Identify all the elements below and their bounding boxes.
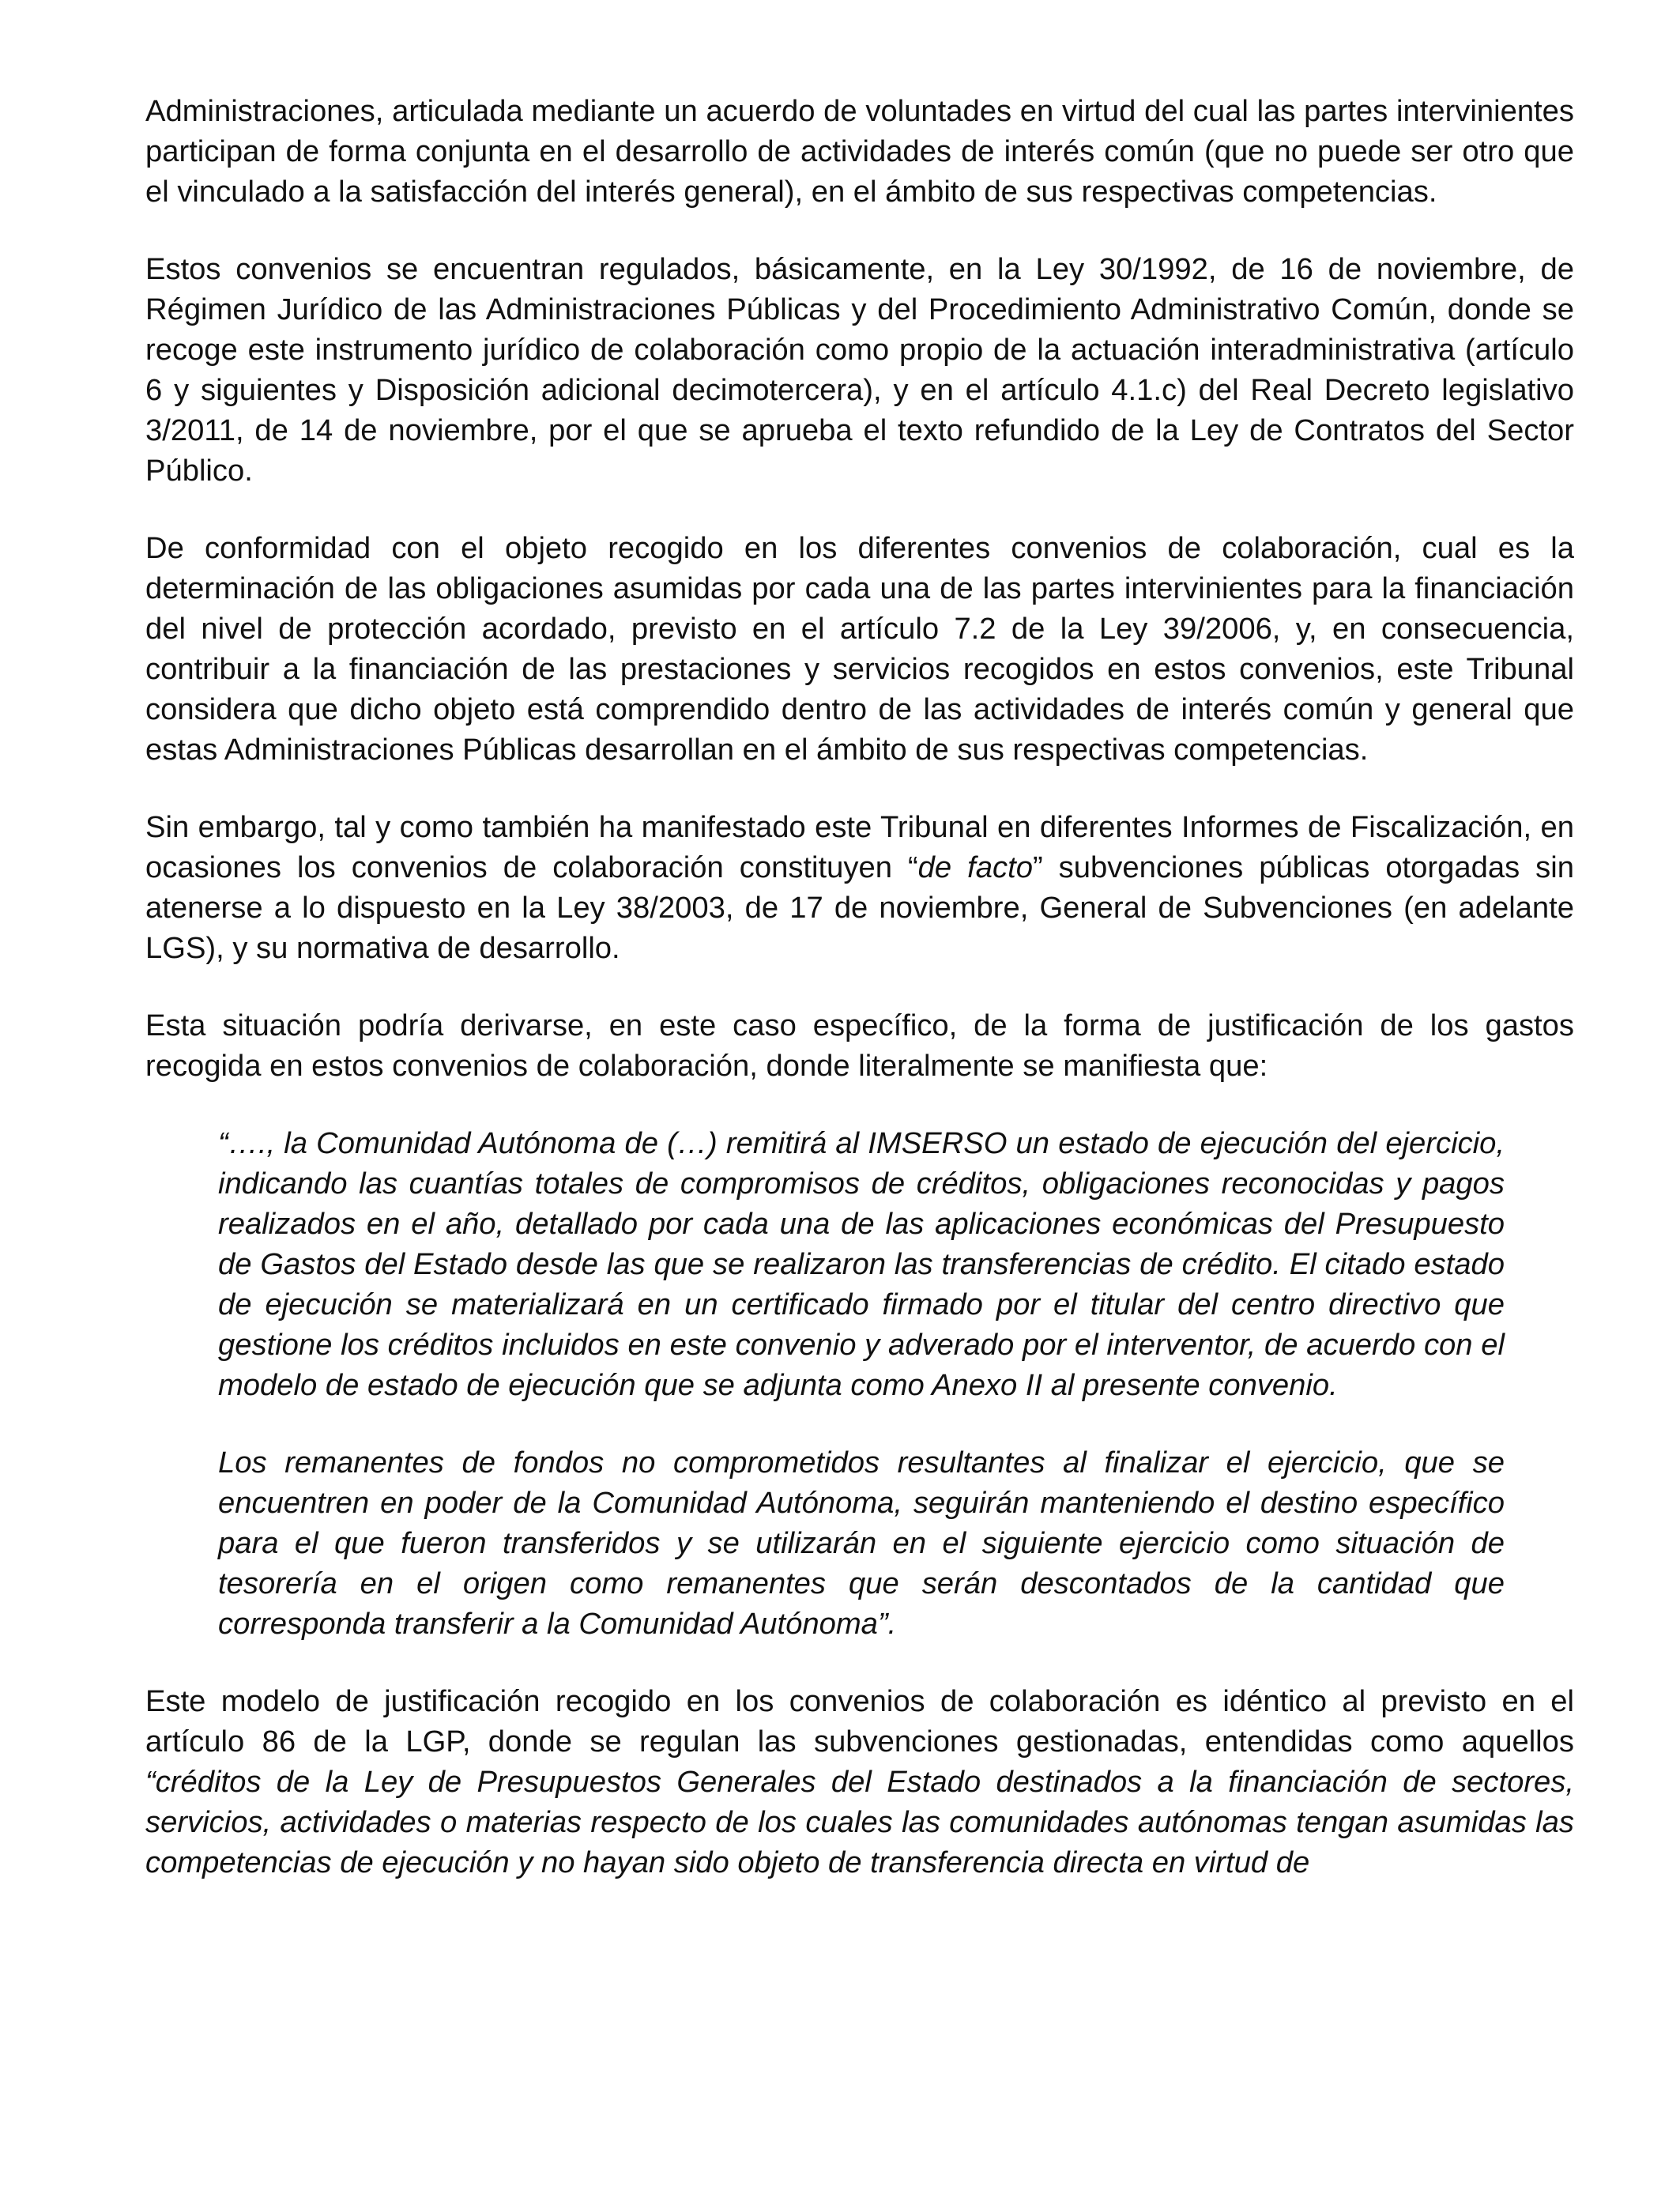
- paragraph-4-text-end: ” subvenciones públicas otorgadas sin atenerse a lo dispuesto en la Ley 38/2003, de 17 de noviembre, General de Subvenciones (en adelante LGS), y su normativa de desarrollo.: [145, 850, 1574, 965]
- paragraph-6-italic-quote: “créditos de la Ley de Presupuestos Generales del Estado destinados a la financiación de sectores, servicios, actividades o materias respecto de los cuales las comunidades autónomas tengan asumidas las competencias de ejecución y no hayan sido objeto de transferencia directa en virtud de: [145, 1765, 1574, 1879]
- paragraph-3: De conformidad con el objeto recogido en los diferentes convenios de colaboración, cual es la determinación de las obligaciones asumidas por cada una de las partes intervinientes para la financiación del nivel de protección acordado, previsto en el artículo 7.2 de la Ley 39/2006, y, en consecuencia, contribuir a la financiación de las prestaciones y servicios recogidos en estos convenios, este Tribunal considera que dicho objeto está comprendido dentro de las actividades de interés común y general que estas Administraciones Públicas desarrollan en el ámbito de sus respectivas competencias.: [145, 531, 1574, 767]
- block-quote-2: Los remanentes de fondos no comprometidos resultantes al finalizar el ejercicio, que se encuentren en poder de la Comunidad Autónoma, seguirán manteniendo el destino específico para el que fueron transferidos y se utilizarán en el siguiente ejercicio como situación de tesorería en el origen como remanentes que serán descontados de la cantidad que corresponda transferir a la Comunidad Autónoma”.: [218, 1446, 1505, 1641]
- paragraph-1: Administraciones, articulada mediante un acuerdo de voluntades en virtud del cual las partes intervinientes participan de forma conjunta en el desarrollo de actividades de interés común (que no puede ser otro que el vinculado a la satisfacción del interés general), en el ámbito de sus respectivas competencias.: [145, 94, 1574, 209]
- paragraph-6-text-start: Este modelo de justificación recogido en los convenios de colaboración es idéntico al previsto en el artículo 86 de la LGP, donde se regulan las subvenciones gestionadas, entendidas como aquellos: [145, 1684, 1574, 1759]
- block-quote-1: “…., la Comunidad Autónoma de (…) remitirá al IMSERSO un estado de ejecución del ejercicio, indicando las cuantías totales de compromisos de créditos, obligaciones reconocidas y pagos realizados en el año, detallado por cada una de las aplicaciones económicas del Presupuesto de Gastos del Estado desde las que se realizaron las transferencias de crédito. El citado estado de ejecución se materializará en un certificado firmado por el titular del centro directivo que gestione los créditos incluidos en este convenio y adverado por el interventor, de acuerdo con el modelo de estado de ejecución que se adjunta como Anexo II al presente convenio.: [218, 1126, 1505, 1402]
- paragraph-2: Estos convenios se encuentran regulados, básicamente, en la Ley 30/1992, de 16 de noviembre, de Régimen Jurídico de las Administraciones Públicas y del Procedimiento Administrativo Común, donde se recoge este instrumento jurídico de colaboración como propio de la actuación interadministrativa (artículo 6 y siguientes y Disposición adicional decimotercera), y en el artículo 4.1.c) del Real Decreto legislativo 3/2011, de 14 de noviembre, por el que se aprueba el texto refundido de la Ley de Contratos del Sector Público.: [145, 252, 1574, 488]
- document-page: [145, 91, 1574, 1883]
- paragraph-4: [145, 807, 1574, 968]
- paragraph-5: Esta situación podría derivarse, en este caso específico, de la forma de justificación de los gastos recogida en estos convenios de colaboración, donde literalmente se manifiesta que:: [145, 1008, 1574, 1083]
- paragraph-6: [145, 1681, 1574, 1883]
- paragraph-4-italic-term: de facto: [917, 850, 1033, 884]
- paragraph-4-text-start: Sin embargo, tal y como también ha manifestado este Tribunal en diferentes Informes de Fiscalización, en ocasiones los convenios de colaboración constituyen “: [145, 810, 1574, 884]
